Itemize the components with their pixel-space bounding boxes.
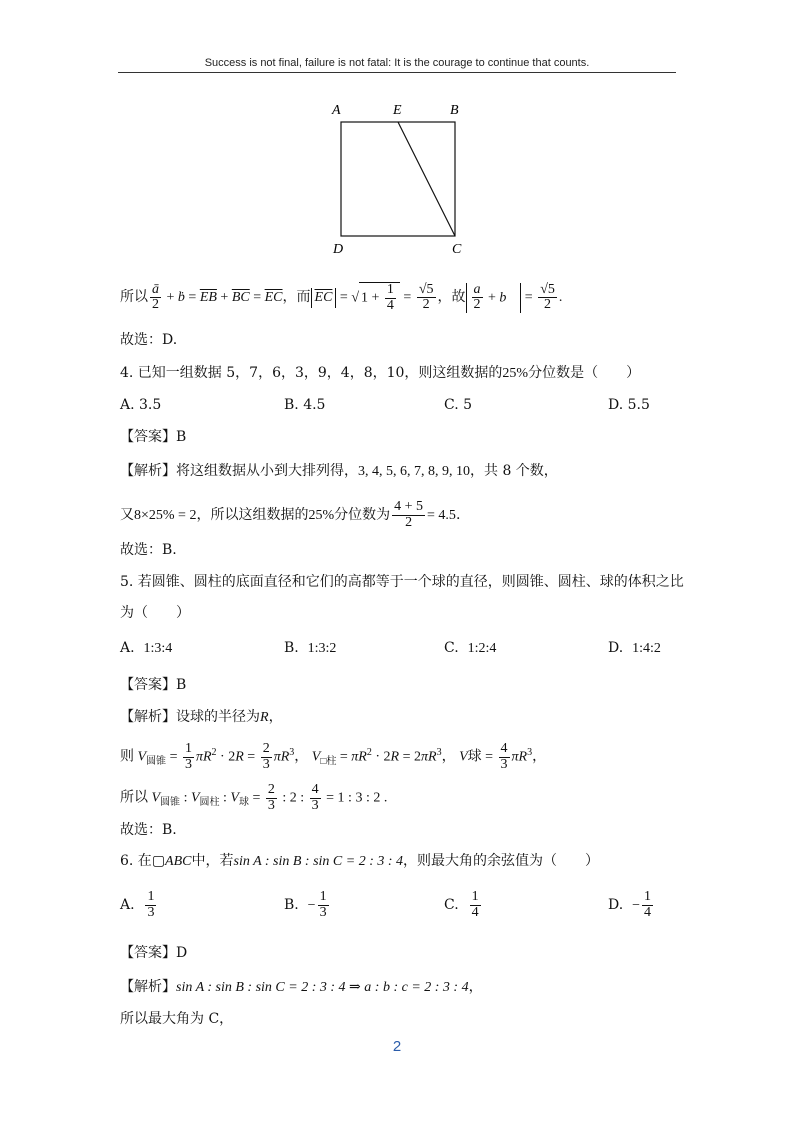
q6-option-a: A. $\frac{1}{3}$ (120, 889, 155, 920)
q3-conclusion: 故选：D. (120, 332, 178, 348)
q6-answer: 【答案】D (120, 945, 188, 961)
page-header-quote: Success is not final, failure is not fatal: It is the courage to continue that counts. (204, 57, 590, 69)
q5-conclusion: 故选：B. (120, 822, 177, 838)
q5-analysis-2: 则 $V_{圆锥}$ = $\frac{1}{3}$ $\pi R^2 \cdot 2R$ = $\frac{2}{3}$ $\pi R^3$， $V_{□柱} = \pi R^2 \cdot 2R = 2\pi R^3$， V球 = $\frac{4}{3}$ $\pi R^3$， (120, 741, 547, 772)
q4-conclusion: 故选：B. (120, 542, 177, 558)
q4-option-a: A. 3.5 (120, 397, 162, 413)
q5-option-d: D. 1:4:2 (608, 640, 661, 656)
q6-option-c: C. $\frac{1}{4}$ (444, 889, 479, 920)
label-e: E (393, 103, 402, 118)
square-figure (328, 98, 478, 258)
q5-answer: 【答案】B (120, 677, 187, 693)
q6-analysis-1: 【解析】sin A : sin B : sin C = 2 : 3 : 4 ⇒ a : b : c = 2 : 3 : 4， (120, 979, 483, 995)
q6-analysis-2: 所以最大角为 C， (120, 1011, 234, 1027)
q4-analysis-2: 又8×25% = 2，所以这组数据的25%分位数为 $\frac{4 + 5}{2}$ = 4.5. (120, 499, 461, 530)
q4-answer: 【答案】B (120, 429, 187, 445)
label-a: A (332, 103, 341, 118)
q4-analysis-1: 【解析】将这组数据从小到大排列得，3, 4, 5, 6, 7, 8, 9, 10，共 8 个数， (120, 463, 558, 479)
label-d: D (333, 242, 344, 257)
q6-option-b: B. − $\frac{1}{3}$ (284, 889, 327, 920)
q5-analysis-3: 所以 $V_{圆锥}$ : $V_{圆柱}$ : $V_球$ = $\frac{2}{3}$ : 2 : $\frac{4}{3}$ = 1 : 3 : 2 . (120, 782, 388, 813)
square-abcd (341, 122, 455, 236)
q6-stem: 6. 在▢ABC中，若sin A : sin B : sin C = 2 : 3 : 4，则最大角的余弦值为（ ） (120, 853, 600, 869)
q4-option-c: C. 5 (444, 397, 473, 413)
segment-ec (398, 122, 455, 236)
q5-option-c: C. 1:2:4 (444, 640, 497, 656)
header-rule (118, 72, 676, 73)
q6-option-d: D. − $\frac{1}{4}$ (608, 889, 651, 920)
q4-option-d: D. 5.5 (608, 397, 650, 413)
q5-stem-2: 为（ ） (120, 605, 190, 621)
q5-stem-1: 5. 若圆锥、圆柱的底面直径和它们的高都等于一个球的直径，则圆锥、圆柱、球的体积之比 (120, 574, 684, 590)
page-number: 2 (392, 1038, 402, 1055)
q3-vector-line: 所以 $\frac{ā}{2}$ + ḃ = $\overline{EB} + \overline{BC} = \overline{EC}$，而 $\overline{EC}$ = √ 1 + $\frac{1}{4}$ = $\frac{√5}{2}$ ，故 $\frac{a}{2}$ + b⃗ = $\frac{√5}{2}$ . (120, 281, 563, 313)
q5-option-a: A. 1:3:4 (120, 640, 173, 656)
q5-option-b: B. 1:3:2 (284, 640, 337, 656)
label-b: B (450, 103, 459, 118)
q4-stem: 4. 已知一组数据 5，7，6，3，9，4，8，10，则这组数据的25%分位数是（ ） (120, 365, 641, 381)
q5-analysis-1: 【解析】设球的半径为R， (120, 709, 283, 725)
triangle-symbol: ▢ (151, 853, 166, 869)
label-c: C (452, 242, 462, 257)
q4-option-b: B. 4.5 (284, 397, 326, 413)
